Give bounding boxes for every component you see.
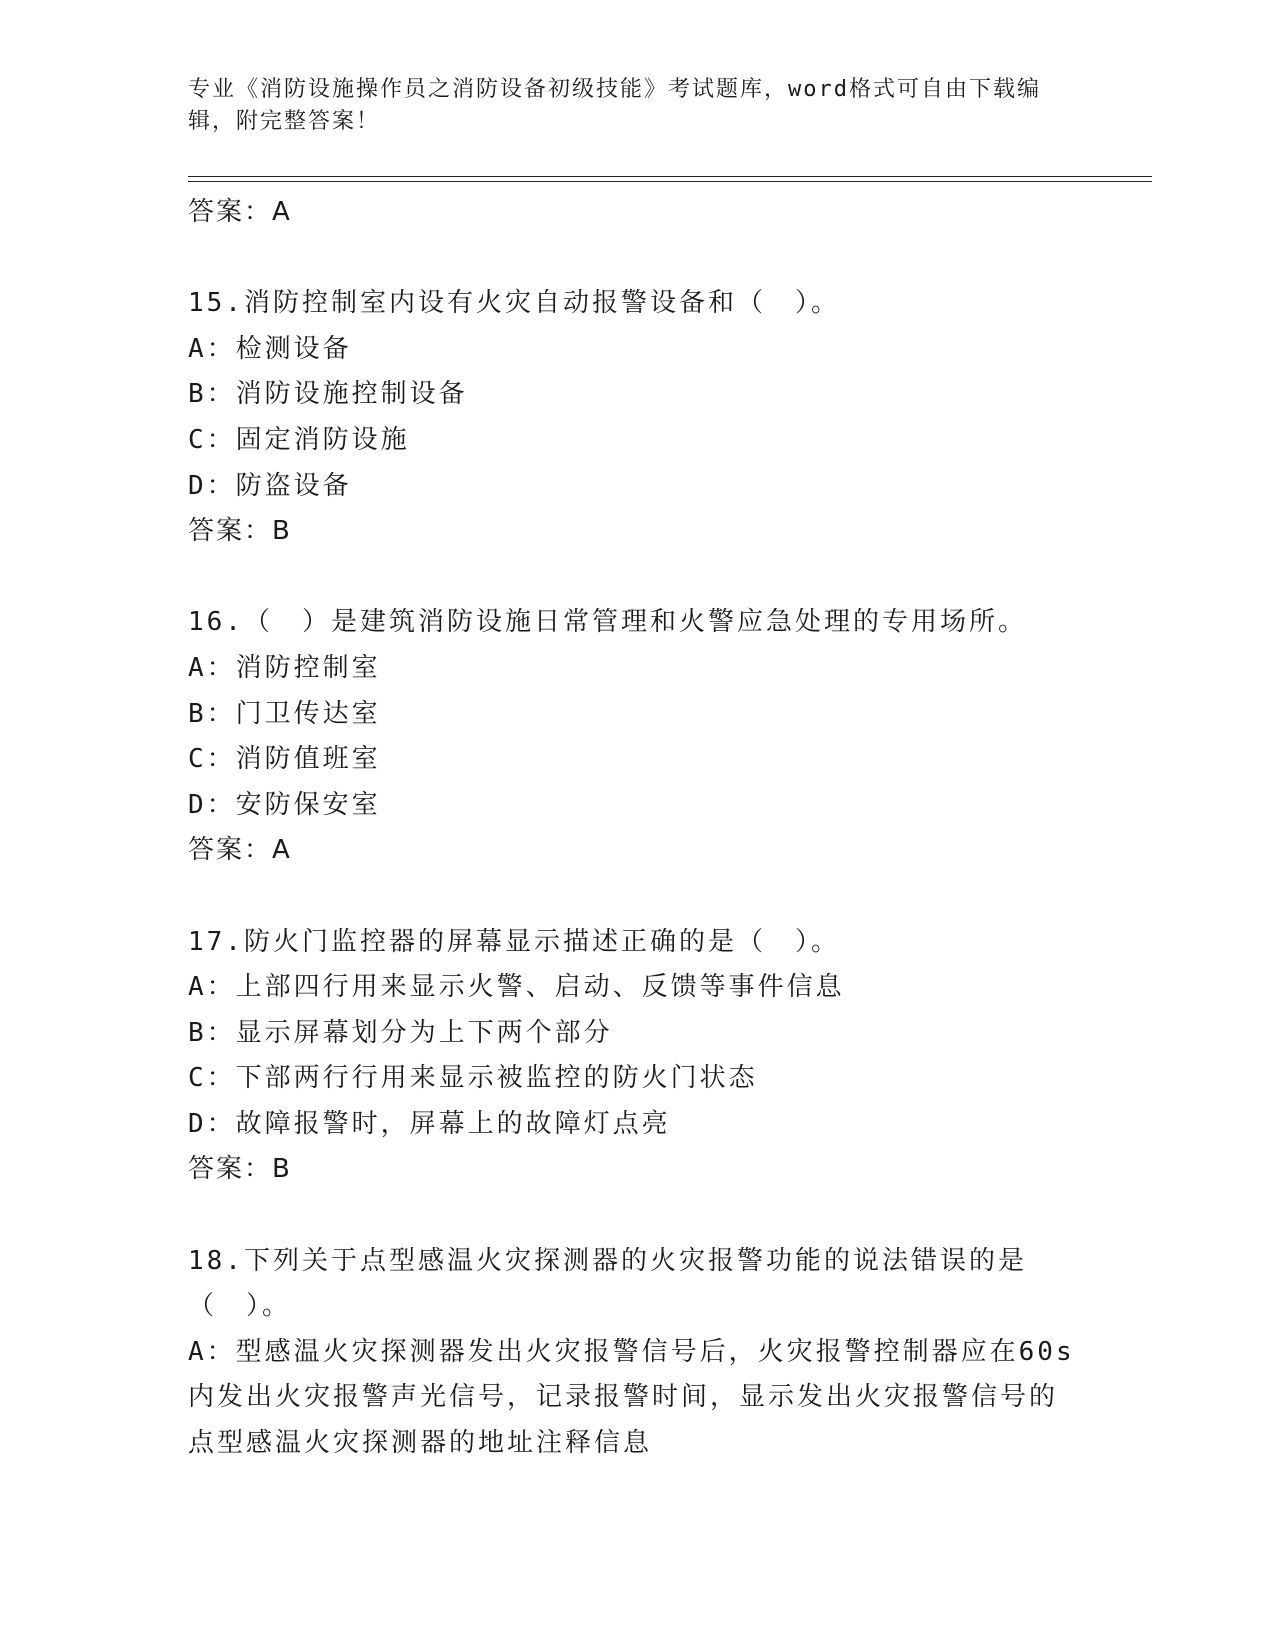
question-answer: 答案：B	[188, 516, 292, 547]
option-c: C：固定消防设施	[188, 424, 410, 455]
option-a: A：型感温火灾探测器发出火灾报警信号后，火灾报警控制器应在60s内发出火灾报警声光信号，记录报警时间，显示发出火灾报警信号的点型感温火灾探测器的地址注释信息	[188, 1336, 1075, 1459]
question-stem: 18.下列关于点型感温火灾探测器的火灾报警功能的说法错误的是（ ）。	[188, 1245, 1027, 1322]
document-header: 专业《消防设施操作员之消防设备初级技能》考试题库，word格式可自由下载编辑，附完整答案！	[188, 77, 1041, 134]
option-a: A：检测设备	[188, 333, 352, 364]
option-a: A：消防控制室	[188, 652, 381, 683]
option-d: D：安防保安室	[188, 789, 381, 820]
spacer	[188, 555, 1078, 601]
question-stem: 15.消防控制室内设有火灾自动报警设备和（ ）。	[188, 288, 840, 319]
option-d: D：防盗设备	[188, 470, 352, 501]
option-d: D：故障报警时，屏幕上的故障灯点亮	[188, 1108, 671, 1139]
option-b: B：消防设施控制设备	[188, 379, 468, 410]
question-stem: 17.防火门监控器的屏幕显示描述正确的是（ ）。	[188, 926, 840, 957]
option-b: B：显示屏幕划分为上下两个部分	[188, 1017, 613, 1048]
question-17	[188, 920, 1078, 1194]
question-15	[188, 281, 1078, 555]
option-c: C：下部两行行用来显示被监控的防火门状态	[188, 1063, 758, 1094]
previous-answer: 答案：A	[188, 197, 292, 227]
question-answer: 答案：A	[188, 835, 292, 866]
question-list	[188, 190, 1078, 1467]
question-18	[188, 1239, 1078, 1467]
option-a: A：上部四行用来显示火警、启动、反馈等事件信息	[188, 972, 845, 1003]
spacer	[188, 236, 1078, 282]
question-answer: 答案：B	[188, 1154, 292, 1185]
option-c: C：消防值班室	[188, 744, 381, 775]
spacer	[188, 874, 1078, 920]
header-divider-bottom	[188, 181, 1152, 182]
question-16	[188, 600, 1078, 874]
option-b: B：门卫传达室	[188, 698, 381, 729]
question-stem: 16.（ ）是建筑消防设施日常管理和火警应急处理的专用场所。	[188, 607, 1027, 638]
header-divider-top	[188, 176, 1152, 177]
spacer	[188, 1193, 1078, 1239]
